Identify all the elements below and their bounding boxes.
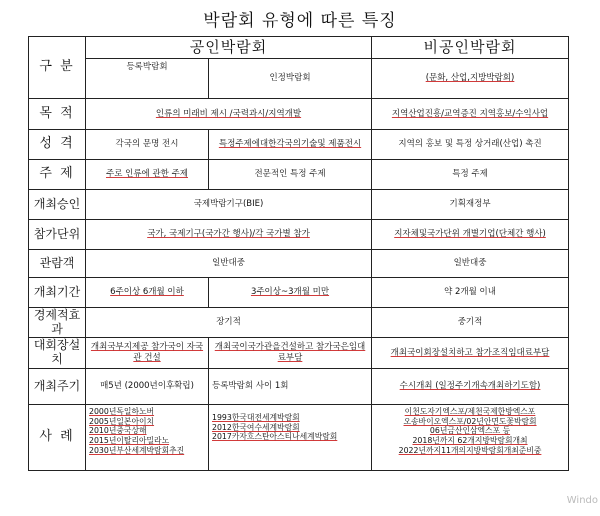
row-label-theme: 주 제 xyxy=(29,160,86,190)
cycle-registered: 매5년 (2000년이후확립) xyxy=(86,369,209,405)
purpose-nonpublic: 지역산업진흥/교역증진 지역홍보/수익사업 xyxy=(372,99,569,130)
case-item: 2018년까지 62개지방박람회개최 xyxy=(412,436,528,446)
page-title: 박람회 유형에 따른 특징 xyxy=(203,11,397,31)
cycle-recognized: 등록박람회 사이 1회 xyxy=(209,369,372,405)
approval-public: 국제박람기구(BIE) xyxy=(86,190,372,220)
row-label-approval: 개최승인 xyxy=(29,190,86,220)
audience-public: 일반대중 xyxy=(86,250,372,278)
duration-nonpublic: 약 2개월 이내 xyxy=(372,278,569,308)
row-label-audience: 관람객 xyxy=(29,250,86,278)
case-item: 2030년부산세계박람회추진 xyxy=(89,445,185,455)
row-label-cycle: 개최주기 xyxy=(29,369,86,405)
purpose-public: 인류의 미래비 제시 /국력과시/지역개발 xyxy=(86,99,372,130)
facilities-registered: 개최국부지제공 참가국이 자국관 건설 xyxy=(86,338,209,369)
economic-public: 장기적 xyxy=(86,308,372,338)
case-item: 2015년이탈리아밀라노 xyxy=(89,436,170,446)
participants-public: 국가, 국제기구(국가간 행사)/각 국가별 참가 xyxy=(86,220,372,250)
row-label-character: 성 격 xyxy=(29,130,86,160)
audience-nonpublic: 일반대중 xyxy=(372,250,569,278)
row-label-duration: 개최기간 xyxy=(29,278,86,308)
participants-nonpublic: 지자체및국가단위 개별기업(단체간 행사) xyxy=(372,220,569,250)
cases-recognized xyxy=(209,405,372,471)
character-nonpublic: 지역의 홍보 및 특정 상거래(산업) 촉진 xyxy=(372,130,569,160)
theme-recognized: 전문적인 특정 주제 xyxy=(209,160,372,190)
case-item: 2017카자흐스탄아스티나세계박람회 xyxy=(212,432,338,442)
row-label-cases: 사 례 xyxy=(29,405,86,471)
os-watermark: Windo xyxy=(566,495,598,506)
facilities-nonpublic: 개최국이회장설치하고 참가조직임대료부담 xyxy=(372,338,569,369)
case-item: 2022년까지11개의지방박람회개최준비중 xyxy=(398,445,542,455)
facilities-recognized: 개최국이국가관을건설하고 참가국은임대료부담 xyxy=(209,338,372,369)
expo-comparison-table xyxy=(28,36,569,471)
case-item: 2012한국여수세계박람회 xyxy=(212,422,300,432)
case-item: 2005년일본아이치 xyxy=(89,416,155,426)
case-item: 06년금산인삼엑스포 등 xyxy=(429,426,511,436)
theme-registered: 주로 인류에 관한 주제 xyxy=(86,160,209,190)
character-recognized: 특정주제에대한각국의기술및 제품전시 xyxy=(209,130,372,160)
row-label-facilities: 대회장설치 xyxy=(29,338,86,369)
case-item: 오송바이오엑스포/02년안면도꽃박람회 xyxy=(403,416,537,426)
cases-nonpublic xyxy=(372,405,569,471)
header-nonpublic: 비공인박람회 xyxy=(372,37,569,59)
header-nonpublic-sub: (문화, 산업,지방박람회) xyxy=(372,59,569,99)
duration-registered: 6주이상 6개월 이하 xyxy=(86,278,209,308)
row-label-participants: 참가단위 xyxy=(29,220,86,250)
case-item: 2000년독일하노버 xyxy=(89,407,155,416)
header-label: 구 분 xyxy=(29,37,86,99)
case-item: 2010년중국상해 xyxy=(89,426,147,436)
economic-nonpublic: 중기적 xyxy=(372,308,569,338)
theme-nonpublic: 특정 주제 xyxy=(372,160,569,190)
case-item: 1993한국대전세계박람회 xyxy=(212,413,300,422)
header-recognized: 인정박람회 xyxy=(209,59,372,99)
header-public: 공인박람회 xyxy=(86,37,372,59)
duration-recognized: 3주이상~3개월 미만 xyxy=(209,278,372,308)
case-item: 이천도자기엑스포/제천국제한방엑스포 xyxy=(404,407,536,416)
row-label-economic: 경제적효과 xyxy=(29,308,86,338)
row-label-purpose: 목 적 xyxy=(29,99,86,130)
approval-nonpublic: 기획재정부 xyxy=(372,190,569,220)
header-registered: 등록박람회 xyxy=(86,59,209,99)
cycle-nonpublic: 수시개최 (일정주기개속개최하기도함) xyxy=(372,369,569,405)
cases-registered xyxy=(86,405,209,471)
character-registered: 각국의 문명 전시 xyxy=(86,130,209,160)
